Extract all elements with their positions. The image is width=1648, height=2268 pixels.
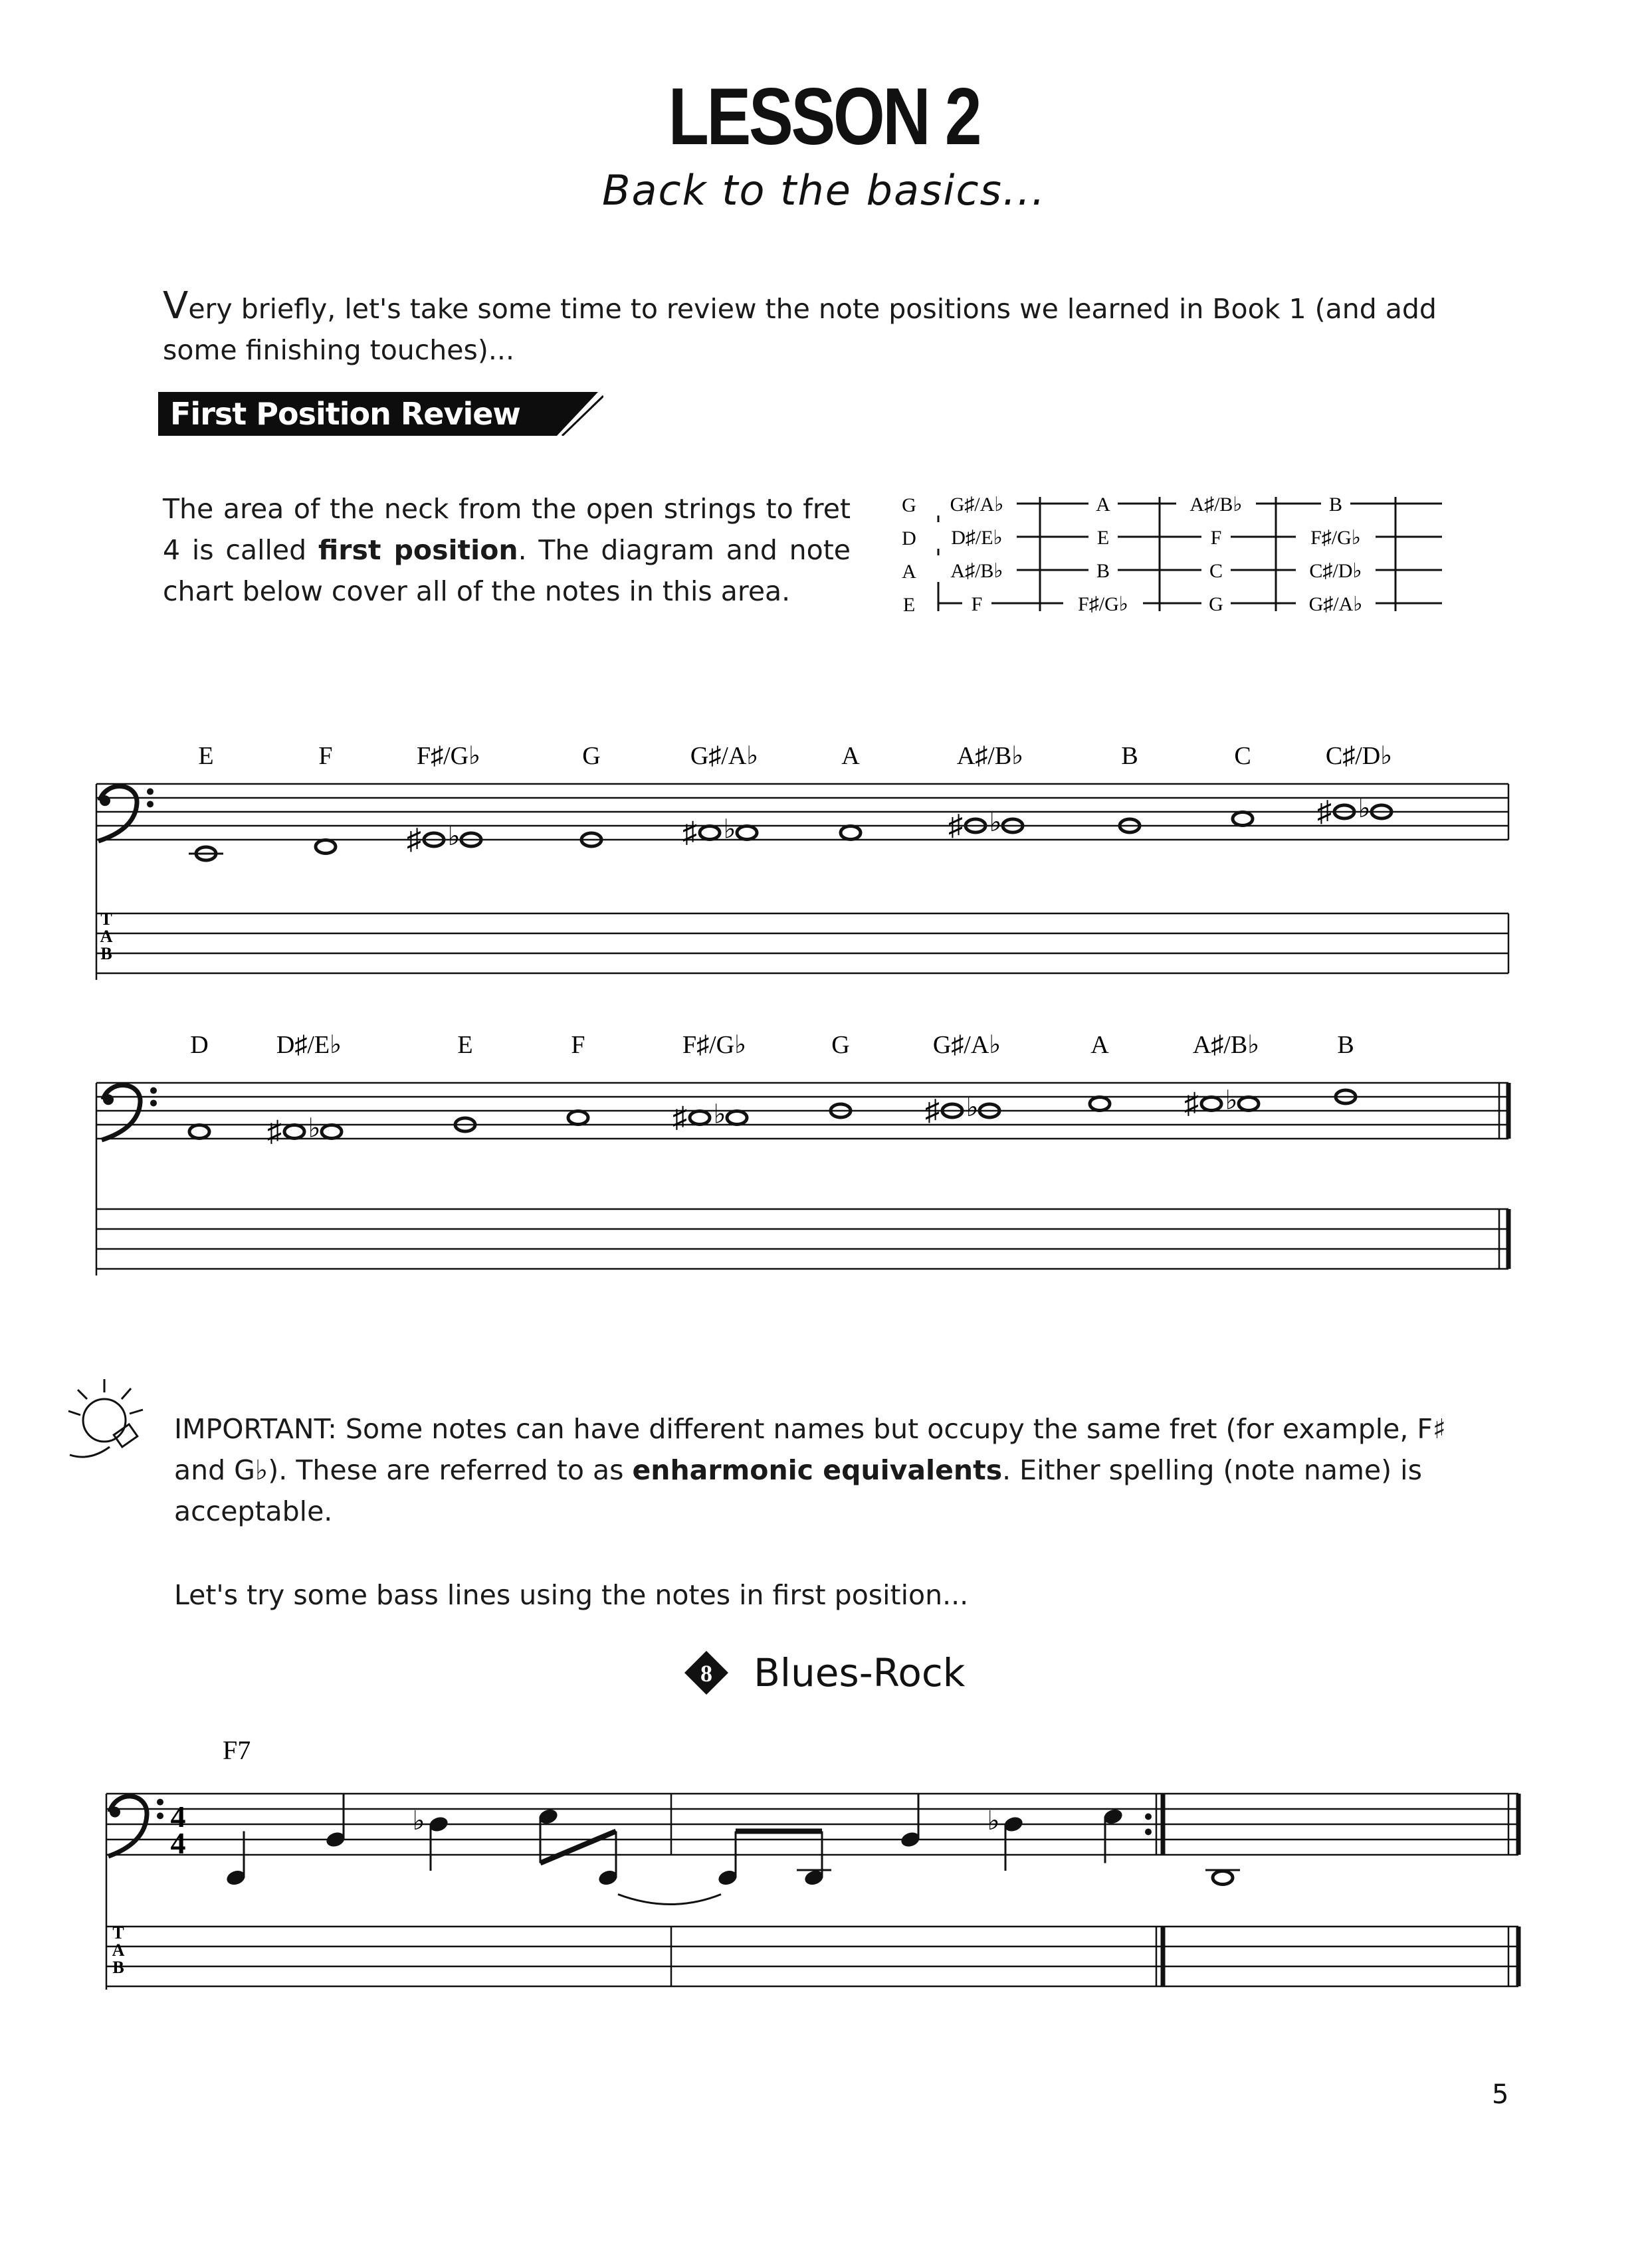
bass-clef-dot <box>100 795 110 806</box>
time-signature-top: 4 <box>170 1800 186 1834</box>
lightbulb-icon <box>63 1362 156 1462</box>
note-name: B <box>1121 742 1138 770</box>
blues-staff-lines <box>106 1794 1518 1990</box>
note-name: F♯/G♭ <box>416 742 481 770</box>
fretboard-note: F <box>971 593 983 615</box>
whole-note <box>568 1111 588 1125</box>
fretboard-note: A♯/B♭ <box>950 560 1003 582</box>
fretboard-note: F♯/G♭ <box>1310 527 1361 549</box>
note-name: A <box>841 742 860 770</box>
banner-tail-decoration <box>557 392 603 436</box>
flat-sign: ♭ <box>1358 793 1371 823</box>
page-number: 5 <box>1492 2079 1509 2110</box>
fretboard-note: B <box>1328 494 1343 516</box>
staff-2-lines <box>96 1083 1508 1276</box>
important-term: enharmonic equivalents <box>632 1454 1003 1486</box>
tab-letter: B <box>112 1958 124 1977</box>
first-position-text-end: . The diagram and note chart below cover all of the notes in this area. <box>163 534 851 607</box>
bass-clef-dot <box>110 1807 120 1818</box>
note-name: F <box>571 1031 585 1059</box>
bass-clef-dot <box>157 1812 163 1819</box>
repeat-dot <box>1145 1814 1152 1820</box>
bass-clef-dot <box>157 1799 163 1806</box>
whole-note <box>700 826 720 840</box>
bass-lines-intro: Let's try some bass lines using the notes in first position... <box>174 1579 969 1611</box>
fretboard-note-chart <box>890 485 1449 628</box>
bass-clef-dot <box>147 789 154 795</box>
tab-letter: B <box>100 944 112 963</box>
whole-note <box>1090 1097 1110 1111</box>
first-position-term: first position <box>318 534 518 566</box>
time-signature-bottom: 4 <box>170 1826 186 1860</box>
example-number: 8 <box>700 1659 712 1687</box>
bass-clef-dot <box>103 1094 114 1105</box>
staff-2-tab-lines <box>96 1209 1508 1269</box>
fretboard-note: E <box>1096 527 1110 549</box>
note-name: A♯/B♭ <box>1192 1031 1260 1059</box>
fretboard-note: G♯/A♭ <box>1308 593 1363 615</box>
flat-sign: ♭ <box>723 814 736 844</box>
whole-note <box>316 840 336 854</box>
note-staff-1 <box>60 731 1588 983</box>
fretboard-note: F <box>1210 527 1222 549</box>
sharp-sign: ♯ <box>267 1115 282 1148</box>
whole-note <box>1233 812 1253 826</box>
intro-paragraph <box>163 286 1492 371</box>
sharp-sign: ♯ <box>1317 795 1332 828</box>
flat-sign: ♭ <box>447 821 461 851</box>
bass-clef-dot <box>150 1087 157 1094</box>
flat-sign: ♭ <box>713 1099 726 1129</box>
note-name: A♯/B♭ <box>956 742 1024 770</box>
staff-1-note-names <box>198 742 1392 770</box>
staff-1-tab-letters <box>100 909 113 963</box>
fretboard-note: D♯/E♭ <box>951 527 1003 549</box>
sharp-sign: ♯ <box>925 1094 940 1127</box>
lesson-title: LESSON 2 <box>668 71 980 161</box>
staff-1-lines <box>96 784 1508 980</box>
repeat-dot <box>1145 1829 1152 1836</box>
tab-letter: A <box>100 927 113 946</box>
intro-drop-cap: V <box>163 284 189 328</box>
flat-sign: ♭ <box>966 1092 979 1122</box>
example-title-text: Blues-Rock <box>754 1650 966 1695</box>
blues-rock-staff <box>93 1727 1528 1993</box>
tab-letter: A <box>112 1940 125 1960</box>
bass-clef-icon <box>102 1086 140 1141</box>
note-name: B <box>1337 1031 1354 1059</box>
sharp-sign: ♯ <box>1184 1087 1199 1120</box>
bass-clef-dot <box>147 801 154 807</box>
example-title <box>0 1648 1648 1696</box>
fretboard-note: C♯/D♭ <box>1309 560 1362 582</box>
note-name: G♯/A♭ <box>690 742 759 770</box>
note-name: G <box>831 1031 850 1059</box>
staff-2-note-names <box>190 1031 1354 1059</box>
section-heading-banner: First Position Review <box>158 392 557 436</box>
flat-sign: ♭ <box>989 807 1002 837</box>
string-label: D <box>902 527 916 549</box>
bass-clef-icon <box>108 1796 147 1856</box>
important-note <box>174 1408 1450 1532</box>
sharp-sign: ♯ <box>948 809 963 842</box>
whole-note <box>727 1111 747 1125</box>
sharp-sign: ♯ <box>407 823 421 856</box>
whole-note <box>1239 1097 1259 1111</box>
example-number-badge <box>683 1650 730 1696</box>
whole-note <box>737 826 757 840</box>
chord-symbol: F7 <box>223 1735 251 1765</box>
note-name: G♯/A♭ <box>932 1031 1001 1059</box>
fretboard-note: C <box>1209 560 1223 582</box>
whole-note <box>690 1111 710 1125</box>
whole-note <box>1213 1871 1233 1885</box>
note-name: F♯/G♭ <box>682 1031 747 1059</box>
flat-sign: ♭ <box>987 1806 1000 1836</box>
note-name: E <box>198 742 214 770</box>
note-name: C♯/D♭ <box>1325 742 1393 770</box>
whole-note <box>322 1125 342 1139</box>
fretboard-note: A <box>1096 494 1110 516</box>
staff-1-tab-lines <box>96 913 1508 973</box>
note-name: G <box>582 742 601 770</box>
important-text-end: . Either spelling (note name) is acceptable. <box>174 1454 1422 1527</box>
fretboard-note: G <box>1209 593 1223 615</box>
whole-note <box>841 826 861 840</box>
note-name: D♯/E♭ <box>276 1031 342 1059</box>
whole-note <box>189 1125 209 1139</box>
beam <box>540 1832 616 1863</box>
note-name: E <box>457 1031 473 1059</box>
blues-tab-letters <box>112 1923 125 1977</box>
tie <box>618 1895 721 1905</box>
tab-letter: T <box>100 909 112 929</box>
note-name: F <box>318 742 333 770</box>
flat-sign: ♭ <box>412 1806 425 1836</box>
flat-sign: ♭ <box>1225 1085 1238 1115</box>
first-position-paragraph <box>163 488 851 612</box>
string-label: E <box>902 594 916 616</box>
fretboard-labels <box>902 489 1376 616</box>
bass-clef-icon <box>98 787 137 842</box>
blues-tab-lines <box>106 1927 1518 1986</box>
string-label: G <box>902 494 916 516</box>
fretboard-note: A♯/B♭ <box>1189 494 1243 516</box>
intro-text: ery briefly, let's take some time to review the note positions we learned in Book 1 (and add some finishing touches)... <box>163 293 1437 366</box>
sharp-sign: ♯ <box>672 1101 687 1134</box>
note-name: C <box>1234 742 1251 770</box>
sharp-sign: ♯ <box>682 816 697 849</box>
note-name: D <box>190 1031 209 1059</box>
fretboard-note: F♯/G♭ <box>1078 593 1128 615</box>
whole-note <box>1201 1097 1221 1111</box>
flat-sign: ♭ <box>308 1113 321 1143</box>
first-position-text-start: The area of the neck from the open strings to fret 4 is called <box>163 493 851 566</box>
fretboard-note: G♯/A♭ <box>950 494 1004 516</box>
lesson-subtitle: Back to the basics... <box>601 166 1047 215</box>
fretboard-note: B <box>1096 560 1110 582</box>
note-name: A <box>1090 1031 1109 1059</box>
bass-clef-dot <box>150 1099 157 1106</box>
important-text-start: IMPORTANT: Some notes can have different names but occupy the same fret (for example, F♯ and G♭). These are referred to as <box>174 1413 1446 1486</box>
string-label: A <box>902 561 916 583</box>
note-staff-2 <box>60 1020 1588 1285</box>
whole-note <box>284 1125 304 1139</box>
tab-letter: T <box>112 1923 124 1942</box>
